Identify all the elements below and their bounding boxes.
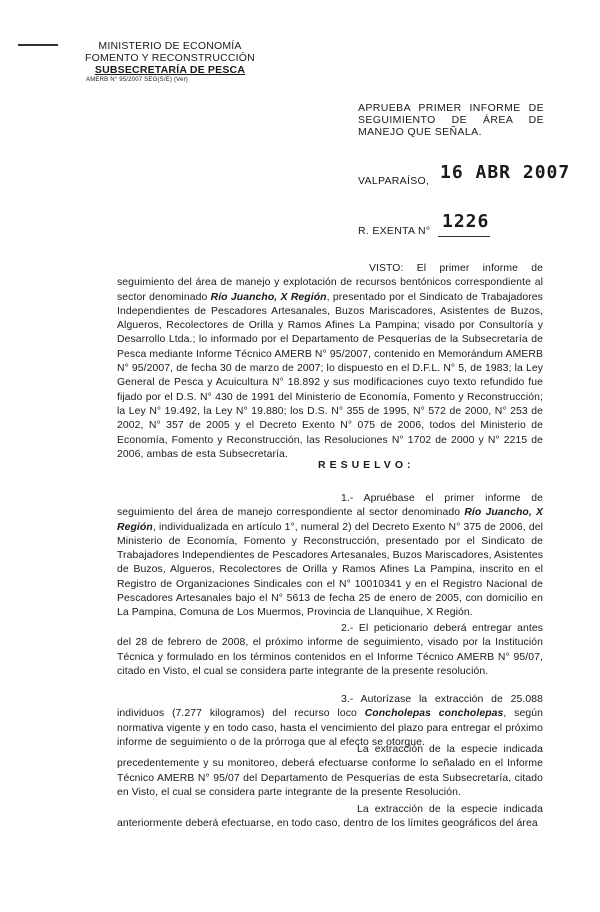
ministry-header <box>80 40 260 84</box>
paragraph-5-text: La extracción de la especie indicada anteriormente deberá efectuarse, en todo caso, dentro de los límites geográficos del área <box>117 804 543 830</box>
resolution-label: R. EXENTA N° <box>358 225 431 237</box>
resolution-paragraph-4 <box>117 743 543 800</box>
ministry-name-line2: FOMENTO Y RECONSTRUCCIÓN <box>85 52 255 64</box>
visto-text-1: El primer informe de seguimiento del área de manejo y explotación de recursos bentónicos correspondiente al sector denominado <box>117 263 543 303</box>
visto-lead: VISTO: <box>369 263 404 274</box>
visto-sector: Río Juancho, X Región <box>210 291 327 303</box>
item-1-sector: Río Juancho, X Región <box>117 507 544 533</box>
item-3-species: Concholepas concholepas <box>364 708 504 720</box>
subsecretaria-name: SUBSECRETARÍA DE PESCA <box>94 64 246 76</box>
resolution-number: 1226 <box>442 211 490 232</box>
visto-text-2: , presentado por el Sindicato de Trabajadores Independientes de Pescadores Artesanales, Buzos Mariscadores, Asistentes de Buzos, Algueros, Recolectores de Orilla y Ramos Afines La Pampina; visado por Consultoría y Desarrollo Ltda.; lo informado por el Departamento de Pesquerías de la Subsecretaría de Pesca mediante Informe Técnico AMERB N° 95/2007, contenido en Memorándum AMERB N° 95/2007, de fecha 30 de marzo de 2007; lo dispuesto en el D.F.L. N° 5, de 1983; la Ley General de Pesca y Acuicultura N° 18.892 y sus modificaciones cuyo texto refundido fue fijado por el D.S. N° 430 de 1991 del Ministerio de Economía, Fomento y Reconstrucción; la Ley N° 19.492, la Ley N° 19.880; los D.S. N° 355 de 1995, N° 572 de 2000, N° 253 de 2002, N° 357 de 2005 y el Decreto Exento N° 075 de 2006, todos del Ministerio de Economía, Fomento y Reconstrucción, las Resoluciones N° 1702 de 2000 y N° 2215 de 2006, ambas de esta Subsecretaría. <box>117 291 543 460</box>
resolution-paragraph-5 <box>117 803 543 832</box>
margin-mark <box>18 44 58 46</box>
item-1-text-a: 1.- Apruébase el primer informe de seguimiento del área de manejo correspondiente al sector denominado <box>117 493 543 519</box>
item-2-text: 2.- El peticionario deberá entregar antes del 28 de febrero de 2008, el próximo informe de seguimiento, visado por la Institución Técnica y formulado en los términos contenidos en el Informe Técnico AMERB N° 95/07, citado en Visto, el cual se considera parte integrante de la presente resolución. <box>117 623 543 677</box>
ministry-name: MINISTERIO DE ECONOMÍA <box>98 40 242 52</box>
resolution-underline <box>438 236 490 237</box>
date-stamp: 16 ABR 2007 <box>440 162 571 183</box>
resuelvo-heading: RESUELVO: <box>318 459 415 471</box>
resolution-item-1 <box>117 492 543 621</box>
item-1-text-c: , individualizada en artículo 1°, numeral 2) del Decreto Exento N° 375 de 2006, del Ministerio de Economía, Fomento y Reconstrucción, presentado por el Sindicato de Trabajadores Independientes de Pescadores Artesanales, Buzos Mariscadores, Asistentes de Buzos, Algueros, Recolectores de Orilla y Ramos Afines La Pampina, inscrito en el Registro de Organizaciones Sindicales con el N° 10010341 y en el Registro Nacional de Pescadores Artesanales bajo el N° 5613 de fecha 25 de enero de 2005, con domicilio en La Pampina, Comuna de Los Muermos, Provincia de Llanquihue, X Región. <box>117 521 543 619</box>
item-3-text-a: 3.- Autorízase la extracción de 25.088 individuos (7.277 kilogramos) del recurso loco <box>117 694 543 720</box>
item-3-text-c: , según normativa vigente y en todo caso, hasta el vencimiento del plazo para entregar el próximo informe de seguimiento o de la prórroga que al efecto se otorgue. <box>117 708 543 748</box>
place-label: VALPARAÍSO, <box>358 175 430 187</box>
resolution-item-3 <box>117 693 543 750</box>
visto-paragraph <box>117 262 543 462</box>
paragraph-4-text: La extracción de la especie indicada precedentemente y su monitoreo, deberá efectuarse conforme lo señalado en el Informe Técnico AMERB N° 95/07 del Departamento de Pesquerías de esta Subsecretaría, citado en Visto, el cual se considera parte integrante de la presente Resolución. <box>117 744 543 798</box>
resolution-item-2 <box>117 622 543 679</box>
header-reference: AMERB N° 95/2007 SEG(S/E) (Ver) <box>86 77 188 83</box>
document-subject: APRUEBA PRIMER INFORME DE SEGUIMIENTO DE ÁREA DE MANEJO QUE SEÑALA. <box>358 102 544 138</box>
